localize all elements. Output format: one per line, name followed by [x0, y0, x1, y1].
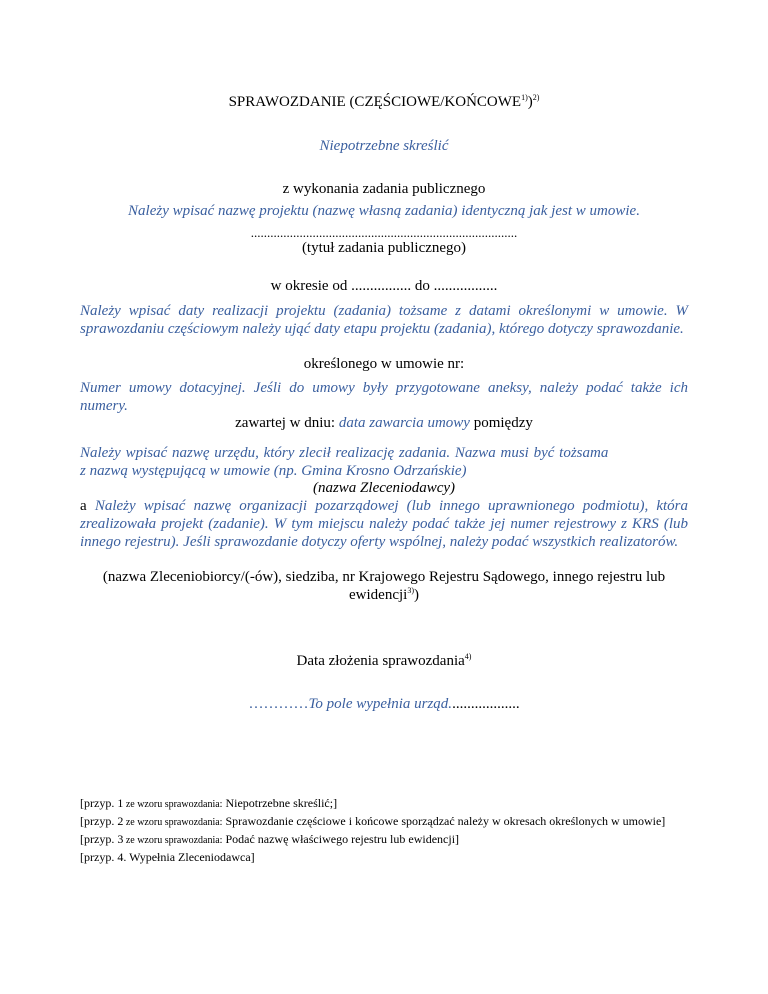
footnotes — [80, 795, 688, 867]
hint-office-line-1: Należy wpisać nazwę urzędu, który zlecił realizację zadania. Nazwa musi być tożsama — [80, 445, 609, 461]
hint-project-name: Należy wpisać nazwę projektu (nazwę własną zadania) identyczną jak jest w umowie. — [128, 203, 640, 219]
hint-dates: Należy wpisać daty realizacji projektu (zadania) tożsame z datami określonymi w umowie. W sprawozdaniu częściowym należy ująć daty etapu projektu (zadania), którego dotyczy sprawozdanie. — [80, 303, 688, 337]
office-fill-lead-dots: ………… — [248, 696, 309, 712]
footnote-4: [przyp. 4. Wypełnia Zleceniodawca] — [80, 850, 255, 864]
hint-strike: Niepotrzebne skreślić — [319, 138, 449, 154]
period-from-label: w okresie od — [270, 278, 348, 294]
title-dots: .................................................................................. — [250, 225, 518, 240]
period-from-dots: ................ — [351, 278, 412, 294]
concluded-suffix: pomiędzy — [473, 415, 533, 431]
concluded-prefix: zawartej w dniu: — [235, 415, 336, 431]
task-title-label: (tytuł zadania publicznego) — [301, 240, 467, 256]
contractor-paragraph — [80, 497, 688, 551]
period-to-label: do — [414, 278, 430, 294]
contractor-label-line-2: ewidencji$^{3)}$) — [349, 586, 419, 603]
period-to-dots: ................. — [433, 278, 498, 294]
office-fill-trail-dots: .................. — [452, 696, 520, 712]
task-line: z wykonania zadania publicznego — [282, 181, 486, 197]
hint-office-line-2: z nazwą występującą w umowie (np. Gmina Krosno Odrzańskie) — [80, 463, 467, 479]
period-line — [80, 278, 688, 295]
footnote-3: [przyp. 3 ze wzoru sprawozdania: Podać nazwę właściwego rejestru lub ewidencji] — [80, 832, 460, 846]
report-title: SPRAWOZDANIE (CZĘŚCIOWE/KOŃCOWE$^{1)}$)$^{2)}$ — [228, 93, 540, 110]
concluded-date-hint: data zawarcia umowy — [338, 415, 470, 431]
footnote-2: [przyp. 2 ze wzoru sprawozdania: Sprawozdanie częściowe i końcowe sporządzać należy w okresach określonych w umowie] — [80, 814, 666, 828]
concluded-line — [80, 415, 688, 432]
contract-line: określonego w umowie nr: — [303, 356, 465, 372]
and-prefix: a — [80, 498, 87, 514]
office-fill-hint: To pole wypełnia urząd. — [308, 696, 453, 712]
principal-label: (nazwa Zleceniodawcy) — [312, 480, 456, 496]
contractor-label-line-1: (nazwa Zleceniobiorcy/(-ów), siedziba, nr Krajowego Rejestru Sądowego, innego rejestru lub — [102, 569, 666, 585]
office-fill-line — [80, 696, 688, 713]
hint-organization: Należy wpisać nazwę organizacji pozarządowej (lub innego uprawnionego podmiotu), która zrealizowała projekt (zadanie). W tym miejscu należy podać także jej numer rejestrowy z KRS (lub innego rejestru). Jeśli sprawozdanie dotyczy oferty wspólnej, należy podać wszystkich realizatorów. — [80, 498, 689, 550]
footnote-1: [przyp. 1 ze wzoru sprawozdania: Niepotrzebne skreślić;] — [80, 796, 338, 810]
submission-date-label: Data złożenia sprawozdania$^{4)}$ — [296, 652, 472, 669]
hint-contract-number: Numer umowy dotacyjnej. Jeśli do umowy były przygotowane aneksy, należy podać także ich numery. — [80, 380, 688, 414]
